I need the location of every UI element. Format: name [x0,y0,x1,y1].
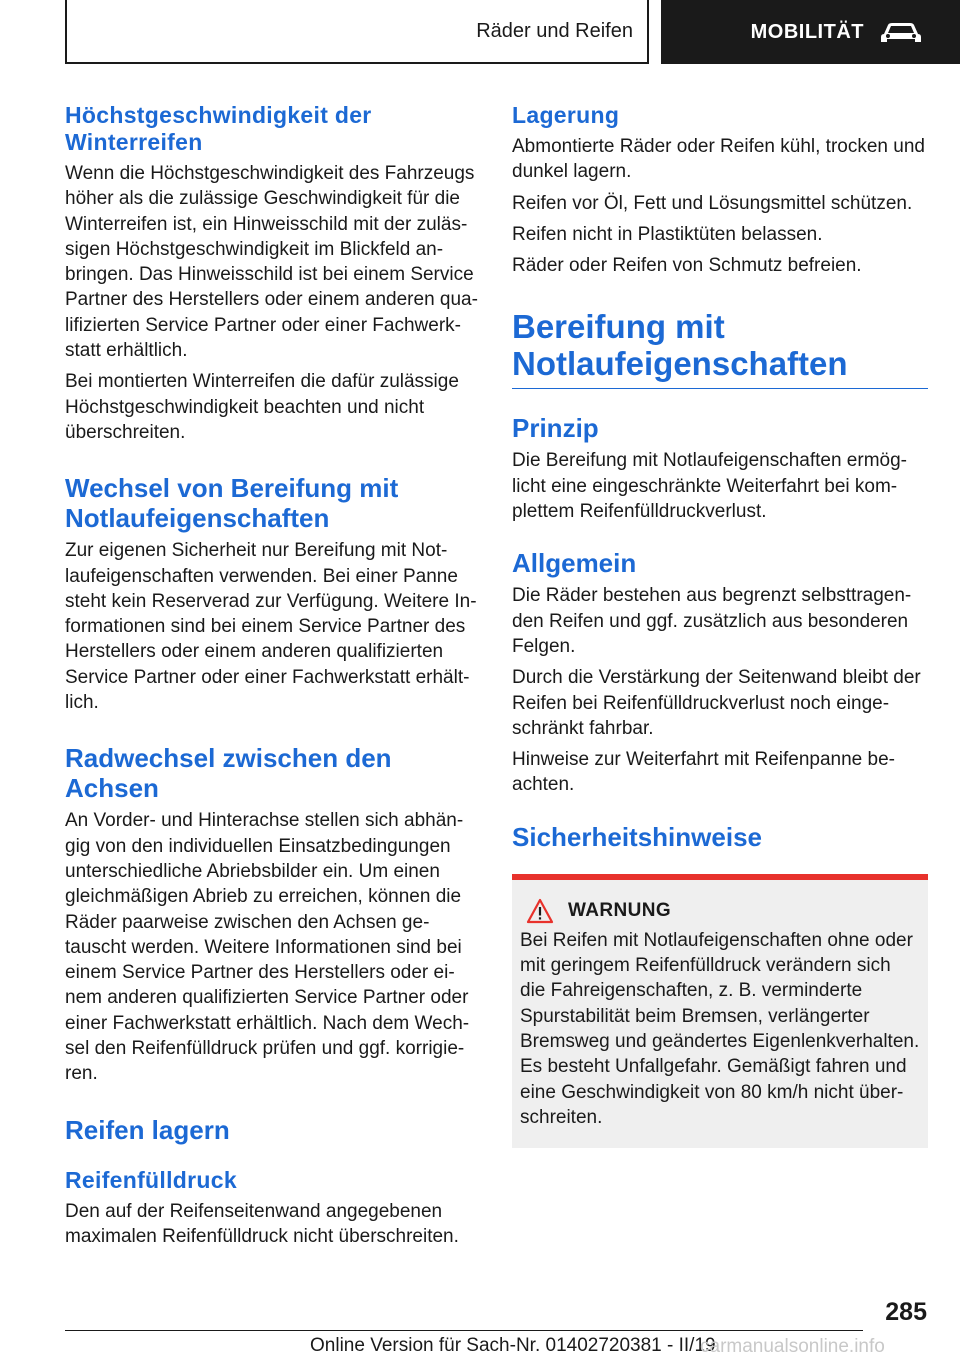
section-title: Räder und Reifen [476,19,633,42]
paragraph: Reifen nicht in Plastiktüten belassen. [512,223,823,245]
paragraph: Durch die Verstärkung der Seitenwand bleibt der Reifen bei Reifenfülldruckverlust noch eingeschränkt fahrbar. [512,667,921,739]
heading-tire-storage: Reifen lagern [65,1114,230,1145]
page-number: 285 [885,1298,927,1326]
paragraph: Zur eigenen Sicherheit nur Bereifung mit Notlaufeigenschaften verwenden. Bei einer Panne steht kein Reserverad zur Verfügung. Weitere Informationen sind bei einem Service Partner des Herstellers oder einem anderen qualifizierten Service Partner oder einer Fachwerkstatt erhältlich. [65,540,477,714]
warning-text: Bei Reifen mit Notlaufeigenschaften ohne oder mit geringem Reifenfülldruck verändern sich die Fahreigenschaften, z. B. verminderte Spurstabilität beim Bremsen, verlängerter Bremsweg und geändertes Eigenlenkverhalten. Es besteht Unfallgefahr. Gemäßigt fahren und eine Geschwindigkeit von 80 km/h nicht überschreiten. [520,929,920,1128]
heading-general: Allgemein [512,548,637,579]
paragraph: Abmontierte Räder oder Reifen kühl, trocken und dunkel lagern. [512,136,925,183]
footer-online-version: Online Version für Sach-Nr. 01402720381 - II/19 [310,1335,716,1356]
car-icon [878,18,924,46]
paragraph: Wenn die Höchstgeschwindigkeit des Fahrzeugs höher als die zulässige Geschwindigkeit für die Winterreifen ist, ein Hinweisschild mit der zulässigen Höchstgeschwindigkeit im Blickfeld anbringen. Das Hinweisschild ist bei einem Service Partner des Herstellers oder einem anderen qualifizierten Service Partner oder einer Fachwerkstatt erhältlich. [65,163,478,362]
chapter-heading-runflat: Bereifung mit Notlaufeigenschaften [512,308,928,389]
heading-tire-pressure: Reifenfülldruck [65,1166,237,1193]
warning-title: WARNUNG [568,899,672,921]
footer-divider [65,1330,863,1331]
heading-storage: Lagerung [512,102,620,128]
paragraph: Hinweise zur Weiterfahrt mit Reifenpanne beachten. [512,749,895,796]
heading-safety: Sicherheitshinweise [512,821,762,852]
paragraph: Reifen vor Öl, Fett und Lösungsmittel schützen. [512,192,913,214]
footer-watermark: carmanualsonline.info [700,1336,885,1357]
right-column [512,102,928,1148]
left-column [65,102,479,1255]
paragraph: Bei montierten Winterreifen die dafür zulässige Höchstgeschwindigkeit beachten und nicht überschreiten. [65,371,459,443]
heading-principle: Prinzip [512,413,599,444]
warning-box [512,874,928,1148]
heading-axle-rotation: Radwechsel zwischen den Achsen [65,743,392,804]
chapter-label: MOBILITÄT [750,20,864,43]
paragraph: Die Räder bestehen aus begrenzt selbsttragenden Reifen und ggf. zusätzlich aus besonderen Felgen. [512,585,912,657]
heading-tire-change: Wechsel von Bereifung mit Notlaufeigenschaften [65,473,399,534]
paragraph: Den auf der Reifenseitenwand angegebenen maximalen Reifenfülldruck nicht überschreiten. [65,1200,459,1247]
warning-triangle-icon [526,898,554,924]
paragraph: Räder oder Reifen von Schmutz befreien. [512,255,862,277]
chapter-header [661,0,960,64]
paragraph: Die Bereifung mit Notlaufeigenschaften ermöglicht eine eingeschränkte Weiterfahrt bei komplettem Reifenfülldruckverlust. [512,450,907,523]
paragraph: An Vorder- und Hinterachse stellen sich abhängig von den individuellen Einsatzbedingungen unterschiedliche Abriebsbilder ein. Um einen gleichmäßigen Abrieb zu erreichen, können die Räder paarweise zwischen den Achsen getauscht werden. Weitere Informationen sind bei einem Service Partner des Herstellers oder einem anderen qualifizierten Service Partner oder einer Fachwerkstatt erhältlich. Nach dem Wechsel den Reifenfülldruck prüfen und ggf. korrigieren. [65,810,470,1085]
section-header [65,0,649,64]
warning-title-row [520,898,920,924]
heading-winter-speed: Höchstgeschwindigkeit der Winterreifen [65,102,372,155]
